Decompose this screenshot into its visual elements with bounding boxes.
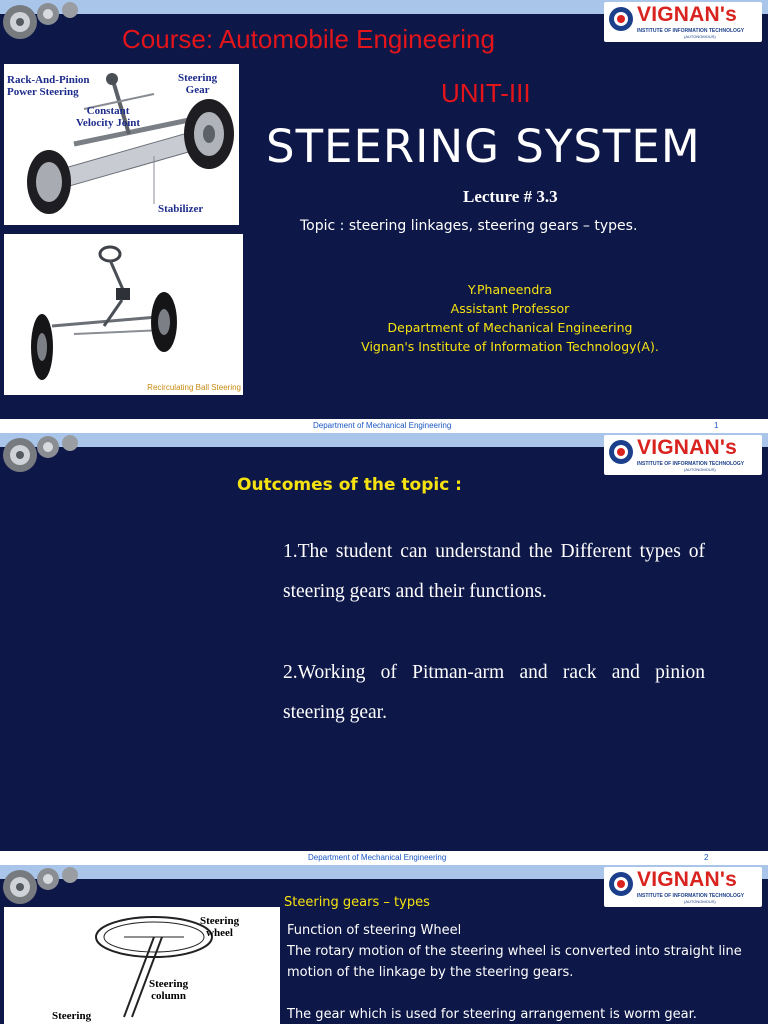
slide-3-line-1: Function of steering Wheel [287, 923, 462, 938]
vignan-logo [604, 867, 762, 907]
recirculating-ball-illustration [4, 234, 243, 395]
label-steering-wheel: Steering wheel [200, 915, 240, 939]
outcome-item: 1.The student can understand the Different types of steering gears and their functions. [283, 541, 705, 602]
logo-subtitle: INSTITUTE OF INFORMATION TECHNOLOGY [637, 461, 745, 467]
author-institute: Vignan's Institute of Information Technology(A). [361, 339, 659, 354]
logo-subtitle-2: (AUTONOMOUS) [684, 899, 716, 904]
author-department: Department of Mechanical Engineering [387, 320, 633, 335]
slide-3-heading: Steering gears – types [284, 895, 430, 910]
label-steering-gear: Steering Gear [178, 72, 218, 96]
logo-name: VIGNAN's [637, 868, 737, 891]
logo-name: VIGNAN's [637, 436, 737, 459]
footer-department: Department of Mechanical Engineering [313, 421, 452, 430]
slide-3-line-3: The gear which is used for steering arrangement is worm gear. [287, 1007, 697, 1022]
slide-1 [0, 0, 768, 419]
slide-2-footer [0, 851, 768, 865]
vignan-logo [604, 435, 762, 475]
outcome-item: 2.Working of Pitman-arm and rack and pinion steering gear. [283, 662, 705, 723]
page-number: 2 [704, 853, 709, 862]
recirculating-ball-diagram [4, 234, 243, 395]
slide-3 [0, 865, 768, 1024]
label-rack-and-pinion: Rack-And-Pinion Power Steering [7, 74, 90, 98]
author-designation: Assistant Professor [450, 301, 570, 316]
course-title: Course: Automobile Engineering [122, 24, 495, 54]
topic-line: Topic : steering linkages, steering gears – types. [300, 218, 638, 234]
slide-2 [0, 433, 768, 851]
vignan-logo [604, 2, 762, 42]
logo-subtitle-2: (AUTONOMOUS) [684, 467, 716, 472]
logo-emblem-icon [608, 6, 634, 32]
label-steering-column: Steering column [149, 978, 189, 1002]
logo-name: VIGNAN's [637, 3, 737, 26]
slide-1-footer [0, 419, 768, 433]
recirculating-ball-caption: Recirculating Ball Steering [147, 383, 241, 392]
gear-icon [0, 865, 88, 905]
footer-department: Department of Mechanical Engineering [308, 853, 447, 862]
logo-subtitle-2: (AUTONOMOUS) [684, 34, 716, 39]
author-block [340, 280, 680, 356]
slide-3-line-2: The rotary motion of the steering wheel is converted into straight line motion of the linkage by the steering gears. [287, 944, 742, 980]
gear-icon [0, 0, 88, 40]
steering-wheel-diagram [4, 907, 280, 1024]
author-name: Y.Phaneendra [467, 282, 553, 297]
page-number: 1 [714, 421, 719, 430]
logo-subtitle: INSTITUTE OF INFORMATION TECHNOLOGY [637, 893, 745, 899]
logo-emblem-icon [608, 439, 634, 465]
lecture-number: Lecture # 3.3 [463, 187, 558, 206]
label-cv-joint: Constant Velocity Joint [76, 105, 141, 129]
slide-title: STEERING SYSTEM [266, 120, 701, 173]
outcomes-heading: Outcomes of the topic : [237, 475, 462, 495]
label-stabilizer: Stabilizer [158, 203, 204, 215]
unit-title: UNIT-III [441, 78, 531, 108]
label-steering: Steering [52, 1010, 92, 1022]
logo-emblem-icon [608, 871, 634, 897]
logo-subtitle: INSTITUTE OF INFORMATION TECHNOLOGY [637, 28, 745, 34]
gear-icon [0, 433, 88, 473]
rack-and-pinion-diagram [4, 64, 239, 225]
